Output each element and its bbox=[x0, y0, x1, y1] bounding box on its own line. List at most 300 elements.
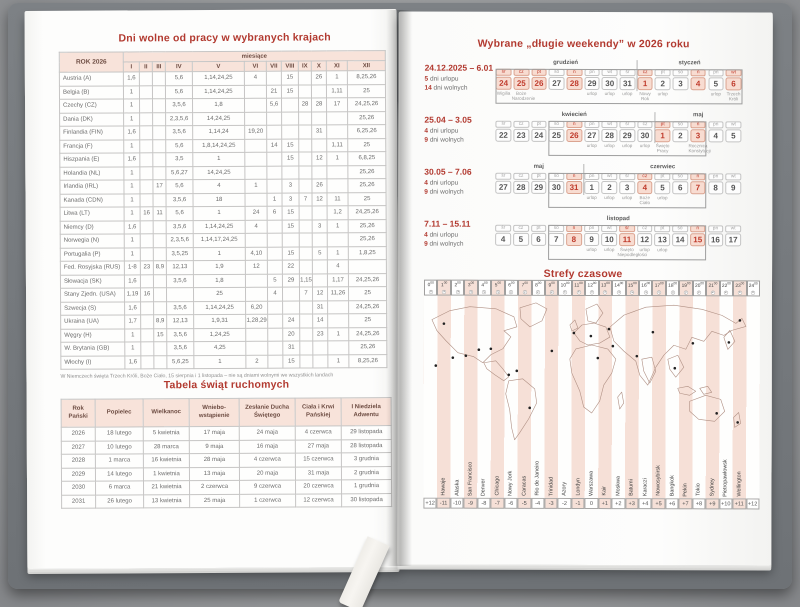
holiday-days-cell: 1,14,24,25 bbox=[193, 220, 245, 234]
holiday-days-cell: 4 bbox=[244, 71, 266, 85]
clock-icon bbox=[709, 291, 717, 296]
holiday-days-cell: 1,6 bbox=[124, 153, 140, 167]
holiday-days-cell: 1 bbox=[193, 152, 245, 166]
holiday-days-cell bbox=[299, 165, 312, 179]
weekend-date-range: 24.12.2025 – 6.01 bbox=[424, 62, 494, 73]
weekday-label: pn bbox=[708, 225, 724, 232]
holiday-days-cell: 5 bbox=[312, 246, 327, 260]
clock-cell bbox=[679, 280, 692, 296]
feast-date-cell: 21 kwietnia bbox=[144, 481, 190, 495]
weekend-date-range: 25.04 – 3.05 bbox=[424, 114, 472, 125]
holiday-days-cell: 15 bbox=[282, 139, 299, 153]
vacation-days-count: 5 bbox=[424, 75, 429, 83]
weekday-label: wt bbox=[602, 69, 618, 76]
city-label-column bbox=[733, 444, 747, 498]
day-column bbox=[512, 121, 530, 154]
holiday-days-cell: 15 bbox=[283, 355, 300, 369]
offset-cell: -4 bbox=[531, 498, 544, 509]
holiday-days-cell: 28 bbox=[299, 98, 312, 112]
holiday-days-cell: 6,8,25 bbox=[348, 152, 386, 166]
clock-icon bbox=[642, 290, 650, 295]
holiday-days-cell bbox=[267, 260, 282, 274]
day-column bbox=[495, 69, 513, 102]
holiday-days-cell bbox=[299, 206, 312, 220]
offset-cell: -2 bbox=[558, 498, 571, 509]
weekday-label: so bbox=[673, 121, 689, 128]
clock-cell bbox=[545, 280, 558, 296]
country-name: Dania (DK) bbox=[60, 112, 124, 126]
weekday-label: so bbox=[548, 225, 564, 232]
free-days-line: 9 dni wolnych bbox=[424, 241, 464, 249]
day-column bbox=[495, 121, 513, 154]
day-number: 25 bbox=[513, 77, 529, 90]
hour-label: $0^{00}$ bbox=[427, 280, 434, 289]
hour-label: $7^{00}$ bbox=[521, 280, 528, 289]
movable-feasts-table bbox=[61, 397, 393, 509]
holiday-days-cell: 1,14,24 bbox=[193, 125, 245, 139]
month-header: X bbox=[311, 61, 326, 71]
city-label: Azory bbox=[561, 482, 568, 496]
feast-column-header: Popielec bbox=[95, 399, 143, 427]
day-note bbox=[565, 194, 584, 205]
hour-label: $8^{00}$ bbox=[535, 280, 542, 289]
vacation-days-line: 4 dni urlopu bbox=[424, 179, 459, 187]
holiday-days-cell bbox=[327, 233, 348, 247]
day-number: 9 bbox=[584, 233, 600, 246]
holiday-days-cell: 3,5,6 bbox=[166, 99, 193, 113]
holiday-days-cell: 18 bbox=[193, 193, 245, 207]
day-note bbox=[689, 91, 708, 102]
holiday-days-cell: 25 bbox=[348, 138, 386, 152]
city-label-column bbox=[437, 444, 451, 498]
month-header: I bbox=[123, 62, 139, 72]
weekend-calendar-strip bbox=[495, 112, 743, 158]
city-label: Nowosybirsk bbox=[655, 465, 662, 497]
feast-date-cell: 4 czerwca bbox=[295, 426, 341, 440]
city-label-column bbox=[585, 444, 599, 498]
city-label: Wellington bbox=[736, 471, 743, 497]
holiday-days-cell bbox=[153, 166, 166, 180]
holidays-table bbox=[59, 50, 388, 370]
holiday-days-cell bbox=[139, 72, 152, 86]
day-column bbox=[530, 121, 548, 154]
weekday-label: pt bbox=[655, 173, 671, 180]
clock-cell bbox=[733, 280, 746, 296]
clock-icon bbox=[615, 290, 623, 295]
clock-icon bbox=[440, 290, 448, 295]
day-note: urlop bbox=[586, 142, 597, 148]
city-label: Moskwa bbox=[615, 476, 622, 497]
day-note bbox=[529, 246, 548, 257]
holidays-title: Dni wolne od pracy w wybranych krajach bbox=[118, 31, 331, 45]
holiday-days-cell bbox=[246, 341, 268, 355]
day-number: 8 bbox=[708, 181, 724, 194]
clock-icon bbox=[628, 290, 636, 295]
clock-cell bbox=[558, 280, 571, 296]
day-note: urlop bbox=[657, 90, 668, 96]
day-column bbox=[671, 225, 689, 258]
feast-date-cell: 14 lutego bbox=[95, 467, 143, 481]
clock-icon bbox=[588, 290, 596, 295]
holiday-days-cell bbox=[268, 328, 283, 342]
city-label: Batumi bbox=[628, 479, 635, 497]
weekday-label: pn bbox=[708, 173, 724, 180]
feast-date-cell: 5 kwietnia bbox=[143, 427, 189, 441]
free-days-count: 9 bbox=[424, 241, 428, 249]
holiday-days-cell bbox=[327, 111, 348, 125]
holiday-days-cell: 24,25,26 bbox=[348, 273, 386, 287]
weekend-calendar-strip bbox=[495, 60, 743, 106]
feast-date-cell: 28 marca bbox=[143, 440, 189, 454]
day-note bbox=[688, 195, 707, 206]
holiday-days-cell: 7 bbox=[299, 192, 312, 206]
feast-date-cell: 3 grudnia bbox=[341, 453, 391, 467]
feast-date-cell: 17 maja bbox=[189, 426, 239, 440]
day-note bbox=[671, 195, 690, 206]
day-column bbox=[724, 225, 742, 258]
feast-date-cell: 20 czerwca bbox=[296, 480, 342, 494]
day-column bbox=[583, 225, 601, 258]
country-name: W. Brytania (GB) bbox=[61, 342, 125, 356]
day-column bbox=[636, 225, 654, 258]
holiday-days-cell: 1,2 bbox=[327, 206, 348, 220]
long-weekend-block bbox=[424, 112, 742, 158]
offset-cell: -10 bbox=[450, 498, 463, 509]
day-note bbox=[564, 246, 583, 257]
country-name: Włochy (I) bbox=[61, 355, 125, 369]
day-column bbox=[654, 173, 672, 206]
holiday-days-cell bbox=[282, 287, 299, 301]
month-header: V bbox=[192, 61, 244, 71]
clock-icon bbox=[454, 290, 462, 295]
month-header: III bbox=[152, 62, 165, 72]
weekday-label: pt bbox=[655, 121, 671, 128]
weekend-calendar-strip bbox=[494, 164, 742, 210]
holiday-days-cell: 1,9 bbox=[193, 260, 245, 274]
holiday-days-cell: 3,5,6 bbox=[166, 220, 193, 234]
hour-label: $9^{00}$ bbox=[548, 280, 555, 289]
feast-row bbox=[62, 493, 392, 508]
city-label-column bbox=[679, 444, 693, 498]
holiday-days-cell: 24,25,26 bbox=[348, 206, 386, 220]
holiday-days-cell: 15 bbox=[282, 206, 299, 220]
holiday-days-cell: 1,15 bbox=[299, 273, 312, 287]
holiday-days-cell: 6,25,26 bbox=[348, 125, 386, 139]
day-column bbox=[601, 69, 619, 102]
feast-date-cell: 16 kwietnia bbox=[143, 454, 189, 468]
holiday-days-cell bbox=[140, 234, 153, 248]
holiday-days-cell bbox=[313, 354, 328, 368]
holiday-days-cell: 1 bbox=[123, 85, 139, 99]
weekday-label: cz bbox=[637, 121, 653, 128]
right-page bbox=[397, 12, 772, 566]
day-number: 10 bbox=[601, 233, 617, 246]
holiday-days-cell: 1,6 bbox=[125, 355, 141, 369]
holiday-days-cell: 4,25 bbox=[194, 341, 246, 355]
holiday-days-cell: 3 bbox=[312, 219, 327, 233]
holiday-days-cell: 1 bbox=[193, 206, 245, 220]
holiday-days-cell: 1,14,24,25 bbox=[194, 301, 246, 315]
feast-date-cell: 10 lutego bbox=[95, 440, 143, 454]
day-column bbox=[688, 121, 711, 154]
holiday-days-cell: 2,3,5,6 bbox=[166, 112, 193, 126]
holiday-days-cell bbox=[312, 165, 327, 179]
day-column bbox=[618, 121, 636, 154]
feast-date-cell: 2029 bbox=[61, 468, 95, 482]
day-column bbox=[654, 121, 672, 154]
weekday-label: pt bbox=[531, 173, 547, 180]
offset-cell: +4 bbox=[638, 498, 651, 509]
holiday-days-cell: 25 bbox=[349, 314, 387, 328]
hour-label: $16^{00}$ bbox=[641, 281, 651, 289]
day-number: 24 bbox=[531, 129, 547, 142]
day-number: 17 bbox=[725, 233, 741, 246]
offset-cell: +10 bbox=[719, 498, 732, 509]
weekday-label: wt bbox=[602, 121, 618, 128]
holiday-days-cell: 22 bbox=[282, 260, 299, 274]
holiday-days-cell bbox=[327, 125, 348, 139]
hour-label: $11^{00}$ bbox=[574, 280, 583, 289]
holiday-days-cell: 14 bbox=[313, 314, 328, 328]
weekday-label: cz bbox=[513, 173, 529, 180]
feast-column-header: I Niedziela Adwentu bbox=[341, 398, 391, 426]
month-header: XI bbox=[326, 61, 347, 71]
hour-label: $3^{00}$ bbox=[467, 280, 475, 289]
city-label: Londyn bbox=[574, 478, 582, 496]
day-number: 22 bbox=[496, 129, 512, 142]
day-number: 3 bbox=[619, 181, 635, 194]
holiday-days-cell bbox=[299, 152, 312, 166]
holiday-days-cell: 1-8 bbox=[124, 261, 140, 275]
hour-label: $17^{00}$ bbox=[654, 281, 664, 289]
holiday-days-cell: 5,6 bbox=[165, 85, 192, 99]
weekday-label: śr bbox=[619, 173, 635, 180]
holiday-days-cell: 1 bbox=[327, 246, 348, 260]
holiday-days-cell bbox=[300, 314, 313, 328]
day-column bbox=[724, 121, 742, 154]
weekday-label: śr bbox=[496, 121, 512, 128]
holiday-days-cell bbox=[266, 71, 281, 85]
day-number: 31 bbox=[566, 181, 582, 194]
day-note: urlop bbox=[621, 194, 633, 200]
holiday-days-cell bbox=[140, 193, 153, 207]
offset-cell: -1 bbox=[571, 498, 584, 509]
free-days-count: 9 bbox=[424, 189, 428, 197]
holiday-days-cell: 12 bbox=[245, 260, 267, 274]
holiday-days-cell bbox=[141, 315, 154, 329]
holiday-days-cell bbox=[299, 138, 312, 152]
clock-cell bbox=[478, 280, 491, 296]
month-name: kwiecień bbox=[561, 111, 587, 119]
day-number: 25 bbox=[549, 129, 565, 142]
holiday-days-cell: 14 bbox=[267, 139, 282, 153]
holiday-days-cell: 14,24,25 bbox=[193, 166, 245, 180]
holiday-days-cell: 4 bbox=[267, 287, 282, 301]
feast-date-cell: 4 czerwca bbox=[239, 453, 295, 467]
holiday-days-cell bbox=[140, 126, 153, 140]
holiday-days-cell: 3,5,6 bbox=[166, 126, 193, 140]
weekday-label: so bbox=[549, 121, 565, 128]
holiday-days-cell bbox=[141, 355, 154, 369]
day-number: 28 bbox=[513, 181, 529, 194]
clock-cell bbox=[639, 280, 652, 296]
city-label-column bbox=[504, 444, 518, 498]
holiday-days-cell: 1,24,25 bbox=[194, 328, 246, 342]
day-number: 15 bbox=[690, 233, 706, 246]
day-column bbox=[547, 225, 565, 258]
day-note: Święto Pracy bbox=[655, 142, 670, 153]
holiday-days-cell: 4,10 bbox=[245, 247, 267, 261]
day-note: urlop bbox=[657, 246, 668, 252]
day-note bbox=[511, 246, 530, 257]
day-number: 1 bbox=[584, 181, 600, 194]
clock-cell bbox=[464, 280, 477, 296]
day-number: 23 bbox=[513, 129, 529, 142]
holiday-days-cell bbox=[298, 71, 311, 85]
holiday-days-cell bbox=[282, 98, 299, 112]
hour-label: $15^{00}$ bbox=[627, 281, 637, 289]
vacation-days-line: 4 dni urlopu bbox=[424, 127, 459, 135]
day-column bbox=[636, 69, 654, 102]
city-label-column bbox=[746, 444, 760, 498]
weekday-label: n bbox=[690, 225, 706, 232]
city-label: Kair bbox=[601, 486, 608, 497]
feast-date-cell: 9 maja bbox=[189, 440, 239, 454]
holiday-days-cell: 1,17 bbox=[327, 273, 348, 287]
day-column bbox=[547, 173, 565, 206]
holiday-days-cell: 25,26 bbox=[348, 111, 386, 125]
holiday-days-cell: 26 bbox=[312, 179, 327, 193]
day-column bbox=[494, 225, 512, 258]
holiday-days-cell: 1 bbox=[124, 247, 140, 261]
day-column bbox=[636, 173, 654, 206]
city-labels-row bbox=[423, 444, 759, 499]
weekday-label: pn bbox=[584, 69, 600, 76]
day-note: urlop bbox=[586, 194, 597, 200]
holiday-days-cell: 17 bbox=[153, 180, 166, 194]
offset-cell: +8 bbox=[692, 498, 705, 509]
holiday-days-cell: 1,19 bbox=[124, 288, 140, 302]
day-number: 31 bbox=[620, 77, 636, 90]
holiday-days-cell: 8,25,26 bbox=[347, 71, 385, 85]
weekday-label: pt bbox=[655, 69, 671, 76]
feast-date-cell: 2026 bbox=[61, 427, 95, 441]
holiday-days-cell: 23 bbox=[140, 261, 153, 275]
holiday-days-cell: 5,6 bbox=[166, 207, 193, 221]
holiday-days-cell: 25,26 bbox=[348, 165, 386, 179]
day-number: 4 bbox=[495, 233, 511, 246]
day-number: 5 bbox=[708, 77, 724, 90]
clock-icon bbox=[722, 291, 730, 296]
holiday-days-cell: 31 bbox=[283, 341, 300, 355]
holiday-days-cell bbox=[300, 341, 313, 355]
city-label-column bbox=[491, 444, 505, 498]
long-weekends-title: Wybrane „długie weekendy” w 2026 roku bbox=[477, 37, 690, 51]
holiday-days-cell: 1 bbox=[124, 207, 140, 221]
holiday-days-cell: 1,8 bbox=[193, 98, 245, 112]
holiday-days-cell bbox=[268, 301, 283, 315]
holiday-days-cell bbox=[153, 274, 166, 288]
holiday-days-cell: 25 bbox=[347, 84, 385, 98]
day-number: 11 bbox=[619, 233, 635, 246]
clock-icon bbox=[601, 290, 609, 295]
holiday-days-cell bbox=[283, 301, 300, 315]
hour-label: $1^{00}$ bbox=[441, 280, 448, 289]
day-column bbox=[530, 69, 548, 102]
city-label-column bbox=[571, 444, 585, 498]
feast-date-cell: 16 maja bbox=[239, 440, 295, 454]
feast-column-header: Wielkanoc bbox=[143, 399, 189, 427]
city-label: Warszawa bbox=[588, 471, 595, 497]
day-column bbox=[636, 121, 654, 154]
holiday-days-cell bbox=[140, 180, 153, 194]
day-note: Trzech Króli bbox=[726, 90, 741, 101]
holiday-days-cell: 24,25,26 bbox=[349, 300, 387, 314]
holiday-days-cell bbox=[313, 341, 328, 355]
day-column bbox=[619, 69, 637, 102]
country-name: Norwegia (N) bbox=[60, 234, 124, 248]
holiday-days-cell bbox=[245, 166, 267, 180]
country-name: Kanada (CDN) bbox=[60, 193, 124, 207]
holiday-days-cell: 1,14,17,24,25 bbox=[193, 233, 245, 247]
holiday-days-cell bbox=[153, 288, 166, 302]
city-label-column bbox=[719, 444, 733, 498]
country-name: Portugalia (P) bbox=[60, 247, 124, 261]
day-number: 26 bbox=[531, 77, 547, 90]
day-note bbox=[529, 142, 548, 153]
month-header: IX bbox=[298, 61, 311, 71]
weekday-label: n bbox=[566, 121, 582, 128]
timezones-title: Strefy czasowe bbox=[543, 267, 623, 281]
feast-date-cell: 30 listopada bbox=[342, 493, 392, 507]
offset-cell: -6 bbox=[504, 498, 517, 509]
country-name: Szwecja (S) bbox=[61, 301, 125, 315]
weekday-label: śr bbox=[496, 69, 512, 76]
vacation-days-line: 5 dni urlopu bbox=[424, 75, 459, 83]
clock-cell bbox=[451, 280, 464, 296]
day-note: Boże Narodzenie bbox=[511, 90, 536, 101]
day-number: 7 bbox=[690, 181, 706, 194]
offset-cell: +7 bbox=[679, 498, 692, 509]
offset-cell: +6 bbox=[665, 498, 678, 509]
holiday-days-cell bbox=[245, 152, 267, 166]
holiday-days-cell bbox=[312, 233, 327, 247]
day-column bbox=[512, 173, 530, 206]
day-note: urlop bbox=[604, 194, 615, 200]
holiday-days-cell: 1 bbox=[124, 180, 140, 194]
free-days-line: 14 dni wolnych bbox=[424, 85, 468, 93]
holiday-days-cell: 12 bbox=[312, 152, 327, 166]
holiday-days-cell bbox=[282, 112, 299, 126]
weekday-label: cz bbox=[514, 69, 530, 76]
weekday-label: pn bbox=[584, 173, 600, 180]
holiday-days-cell: 5,6,27 bbox=[166, 166, 193, 180]
country-name: Stany Zjedn. (USA) bbox=[60, 288, 124, 302]
day-column bbox=[583, 173, 601, 206]
feasts-title: Tabela świąt ruchomych bbox=[163, 378, 290, 392]
month-header: XII bbox=[347, 61, 385, 71]
holiday-days-cell: 1,8,25 bbox=[348, 246, 386, 260]
holiday-days-cell: 15 bbox=[281, 85, 298, 99]
day-column bbox=[530, 173, 548, 206]
hour-label: $13^{00}$ bbox=[600, 281, 610, 289]
holiday-days-cell bbox=[327, 179, 348, 193]
holiday-days-cell bbox=[154, 342, 167, 356]
day-number: 8 bbox=[566, 233, 582, 246]
feast-date-cell: 2031 bbox=[62, 495, 96, 509]
city-label-column bbox=[518, 444, 532, 498]
holiday-days-cell bbox=[153, 234, 166, 248]
